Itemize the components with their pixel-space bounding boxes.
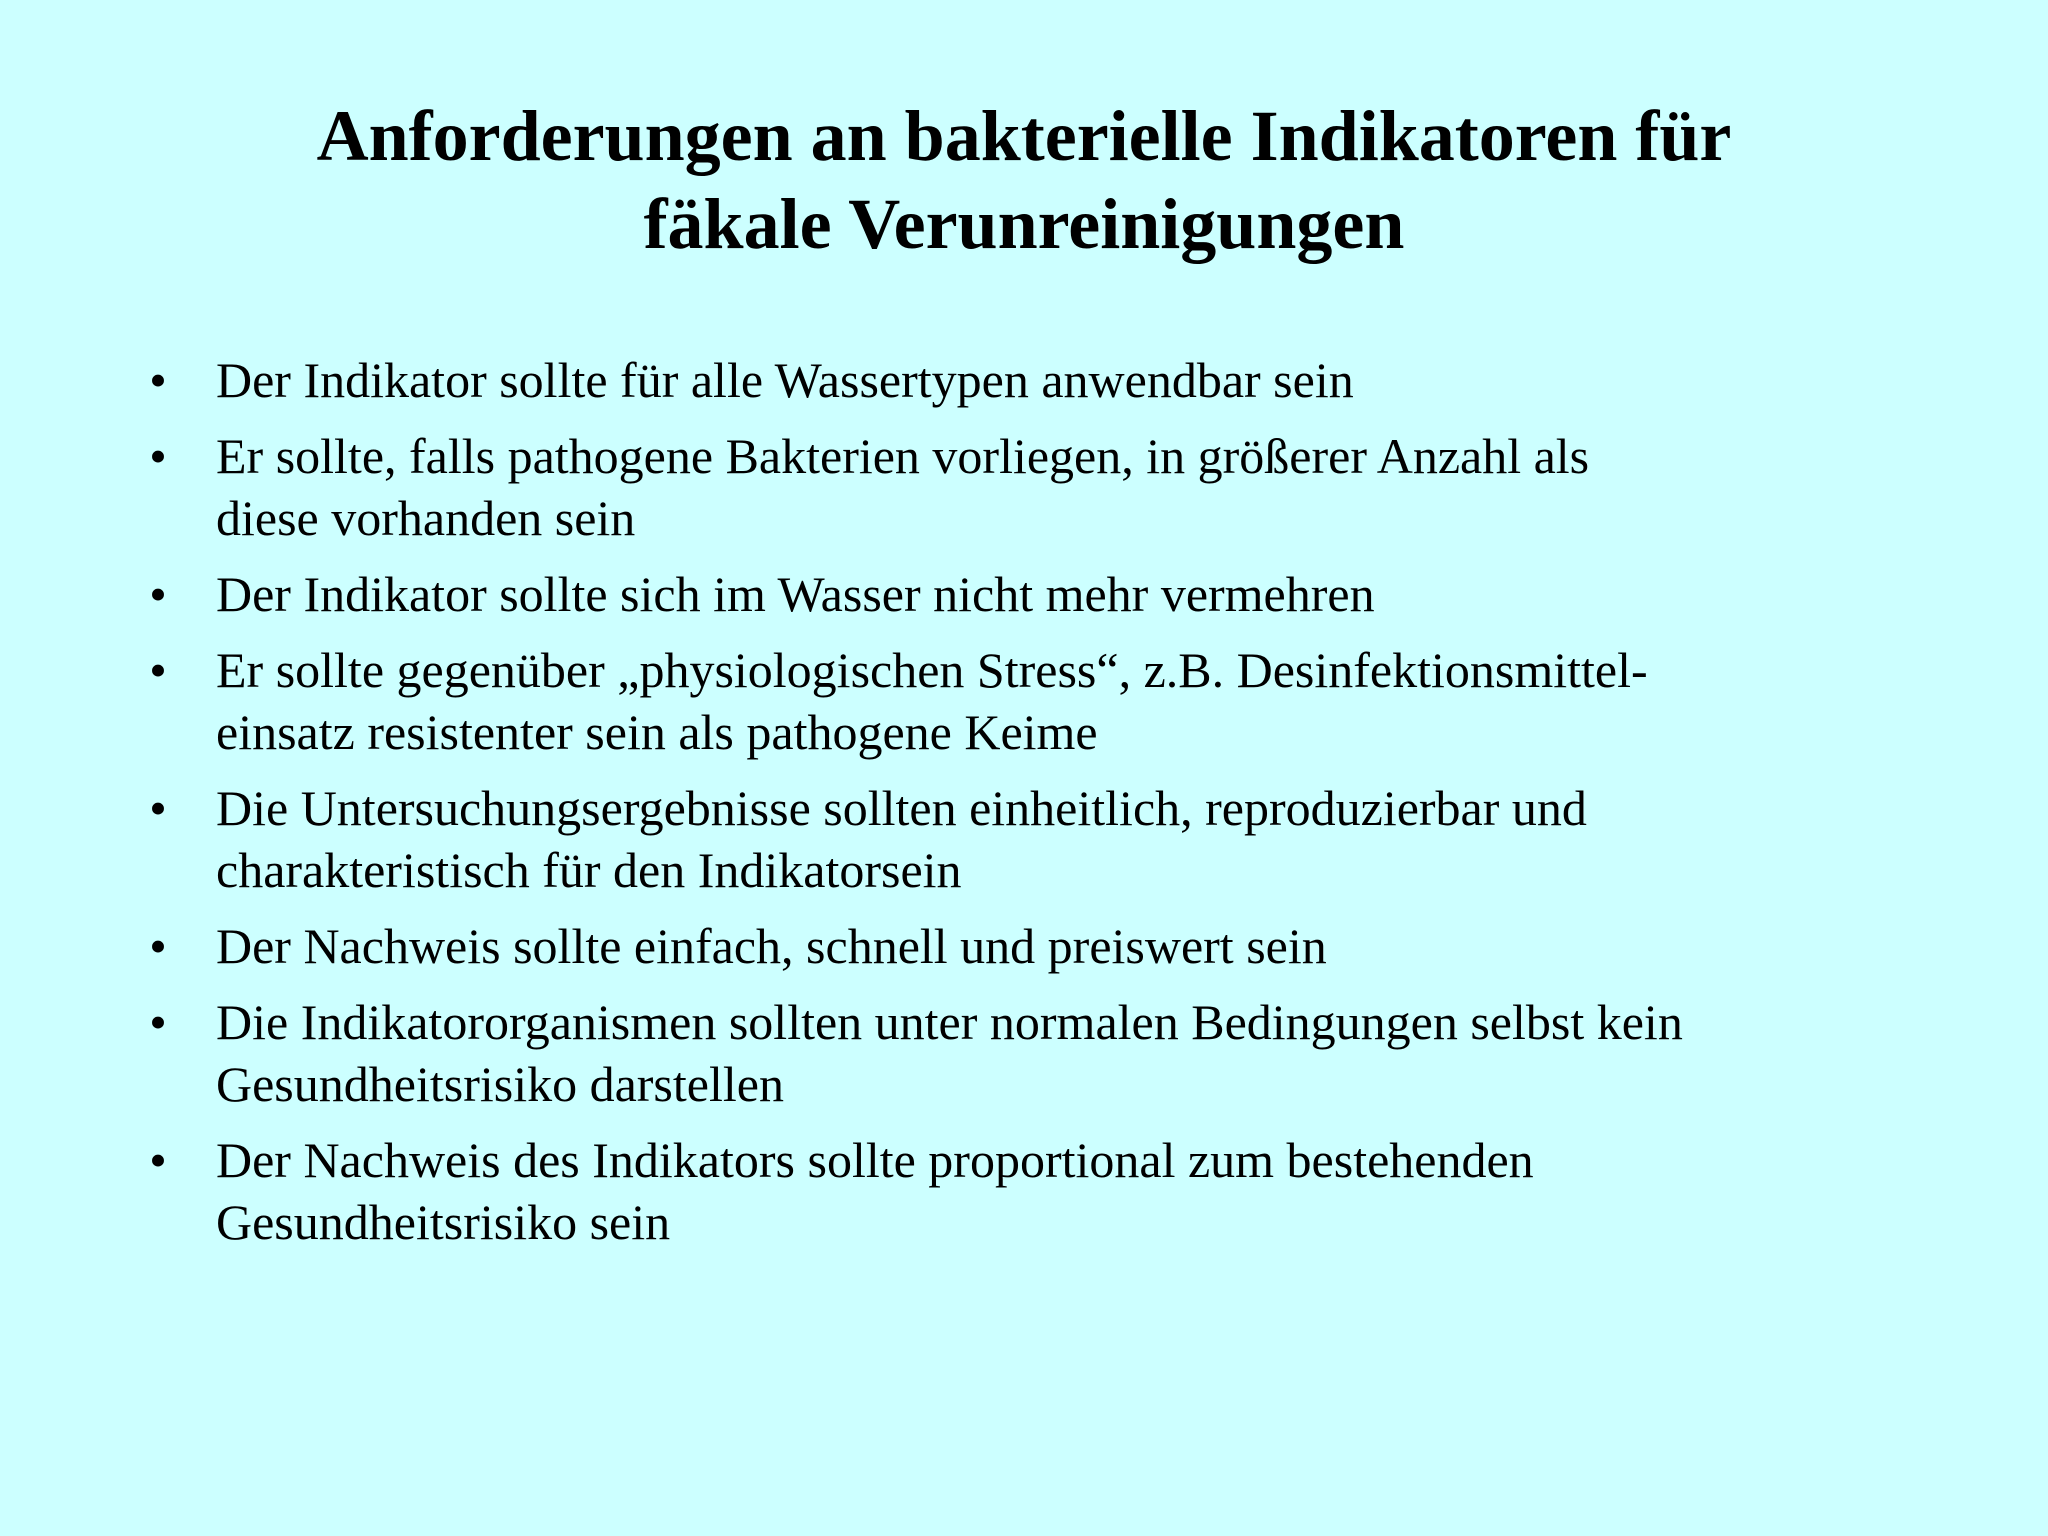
bullet-line: Gesundheitsrisiko darstellen	[216, 1056, 784, 1112]
bullet-line: Er sollte, falls pathogene Bakterien vorliegen, in größerer Anzahl als	[216, 428, 1590, 484]
list-item	[138, 1129, 1978, 1253]
bullet-text	[216, 639, 1978, 763]
list-item	[138, 915, 1978, 977]
bullet-text	[216, 1129, 1978, 1253]
bullet-icon: •	[149, 780, 167, 836]
bullet-text	[216, 915, 1978, 977]
bullet-line: Der Indikator sollte für alle Wassertypen anwendbar sein	[216, 352, 1354, 408]
slide-title	[0, 92, 2048, 268]
bullet-icon: •	[149, 1132, 167, 1188]
bullet-line: charakteristisch für den Indikatorsein	[216, 842, 962, 898]
bullet-line: Der Indikator sollte sich im Wasser nicht mehr vermehren	[216, 566, 1375, 622]
slide-title-line: Anforderungen an bakterielle Indikatoren für	[316, 96, 1732, 176]
bullet-icon: •	[149, 428, 167, 484]
bullet-icon: •	[149, 918, 167, 974]
bullet-line: Der Nachweis sollte einfach, schnell und preiswert sein	[216, 918, 1327, 974]
slide-title-line: fäkale Verunreinigungen	[643, 184, 1405, 264]
bullet-line: Gesundheitsrisiko sein	[216, 1194, 671, 1250]
list-item	[138, 425, 1978, 549]
bullet-text	[216, 563, 1978, 625]
bullet-line: einsatz resistenter sein als pathogene Keime	[216, 704, 1098, 760]
bullet-text	[216, 425, 1978, 549]
bullet-icon: •	[149, 566, 167, 622]
list-item	[138, 349, 1978, 411]
bullet-line: Er sollte gegenüber „physiologischen Stress“, z.B. Desinfektionsmittel-	[216, 642, 1648, 698]
bullet-text	[216, 777, 1978, 901]
bullet-icon: •	[149, 642, 167, 698]
bullet-line: diese vorhanden sein	[216, 490, 636, 546]
bullet-icon: •	[149, 994, 167, 1050]
list-item	[138, 777, 1978, 901]
list-item	[138, 991, 1978, 1115]
bullet-icon: •	[149, 352, 167, 408]
list-item	[138, 639, 1978, 763]
bullet-line: Die Indikatororganismen sollten unter normalen Bedingungen selbst kein	[216, 994, 1683, 1050]
bullet-text	[216, 991, 1978, 1115]
bullet-line: Der Nachweis des Indikators sollte proportional zum bestehenden	[216, 1132, 1534, 1188]
bullet-text	[216, 349, 1978, 411]
list-item	[138, 563, 1978, 625]
bullet-list	[138, 349, 1978, 1267]
bullet-line: Die Untersuchungsergebnisse sollten einheitlich, reproduzierbar und	[216, 780, 1587, 836]
